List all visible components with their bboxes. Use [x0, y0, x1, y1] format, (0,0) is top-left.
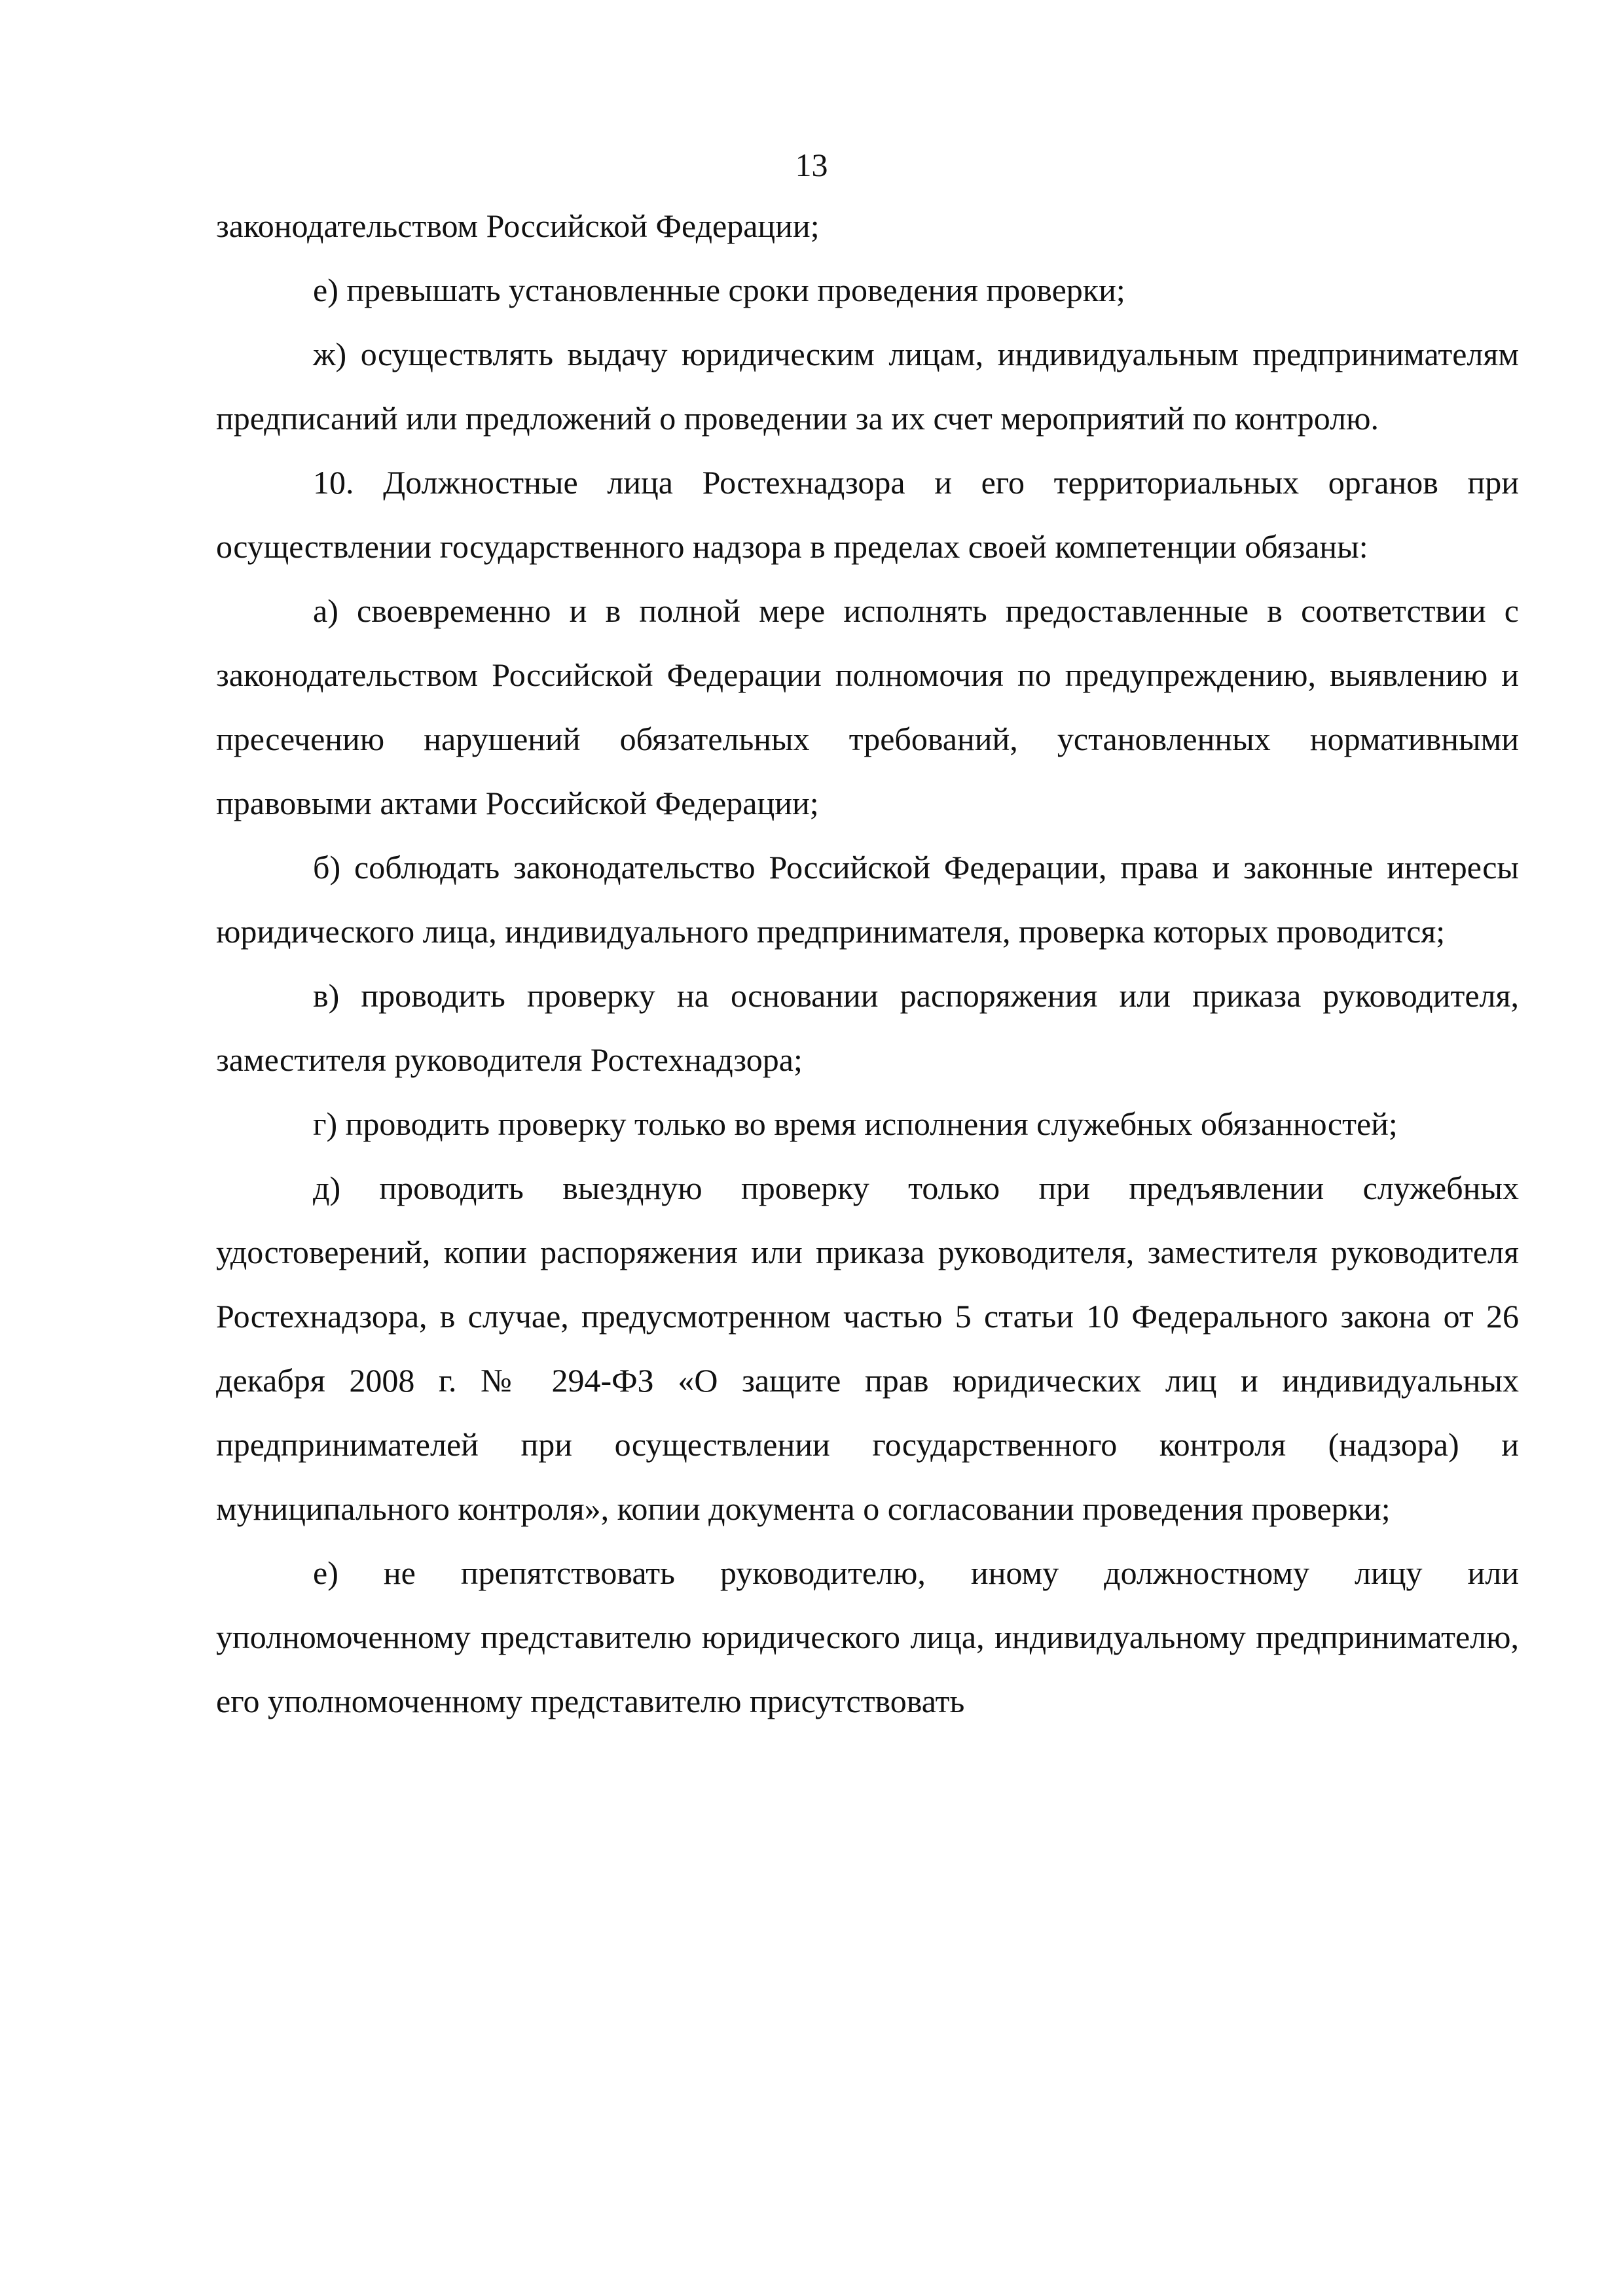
paragraph-item-v: в) проводить проверку на основании распоряжения или приказа руководителя, заместителя руководителя Ростехнадзора;: [216, 977, 1519, 1078]
paragraph-item-b: б) соблюдать законодательство Российской Федерации, права и законные интересы юридического лица, индивидуального предпринимателя, проверка которых проводится;: [216, 849, 1519, 950]
paragraph-item-zh: ж) осуществлять выдачу юридическим лицам, индивидуальным предпринимателям предписаний или предложений о проведении за их счет мероприятий по контролю.: [216, 336, 1519, 437]
page-number: 13: [795, 147, 828, 183]
paragraph-continuation: законодательством Российской Федерации;: [216, 207, 820, 244]
paragraph-item-d: д) проводить выездную проверку только при предъявлении служебных удостоверений, копии распоряжения или приказа руководителя, заместителя руководителя Ростехнадзора, в случае, предусмотренном частью 5 статьи 10 Федерального закона от 26 декабря 2008 г. № 294-ФЗ «О защите прав юридических лиц и индивидуальных предпринимателей при осуществлении государственного контроля (надзора) и муниципального контроля», копии документа о согласовании проведения проверки;: [216, 1170, 1519, 1527]
paragraph-item-g: г) проводить проверку только во время исполнения служебных обязанностей;: [313, 1105, 1398, 1142]
document-body: [216, 194, 1519, 1733]
paragraph-clause-10: 10. Должностные лица Ростехнадзора и его территориальных органов при осуществлении государственного надзора в пределах своей компетенции обязаны:: [216, 464, 1519, 565]
paragraph-item-e: е) превышать установленные сроки проведения проверки;: [313, 272, 1125, 308]
paragraph-item-a: а) своевременно и в полной мере исполнять предоставленные в соответствии с законодательством Российской Федерации полномочия по предупреждению, выявлению и пресечению нарушений обязательных требований, установленных нормативными правовыми актами Российской Федерации;: [216, 592, 1519, 821]
paragraph-item-e-second: е) не препятствовать руководителю, иному должностному лицу или уполномоченному представителю юридического лица, индивидуальному предпринимателю, его уполномоченному представителю присутствовать: [216, 1554, 1519, 1719]
